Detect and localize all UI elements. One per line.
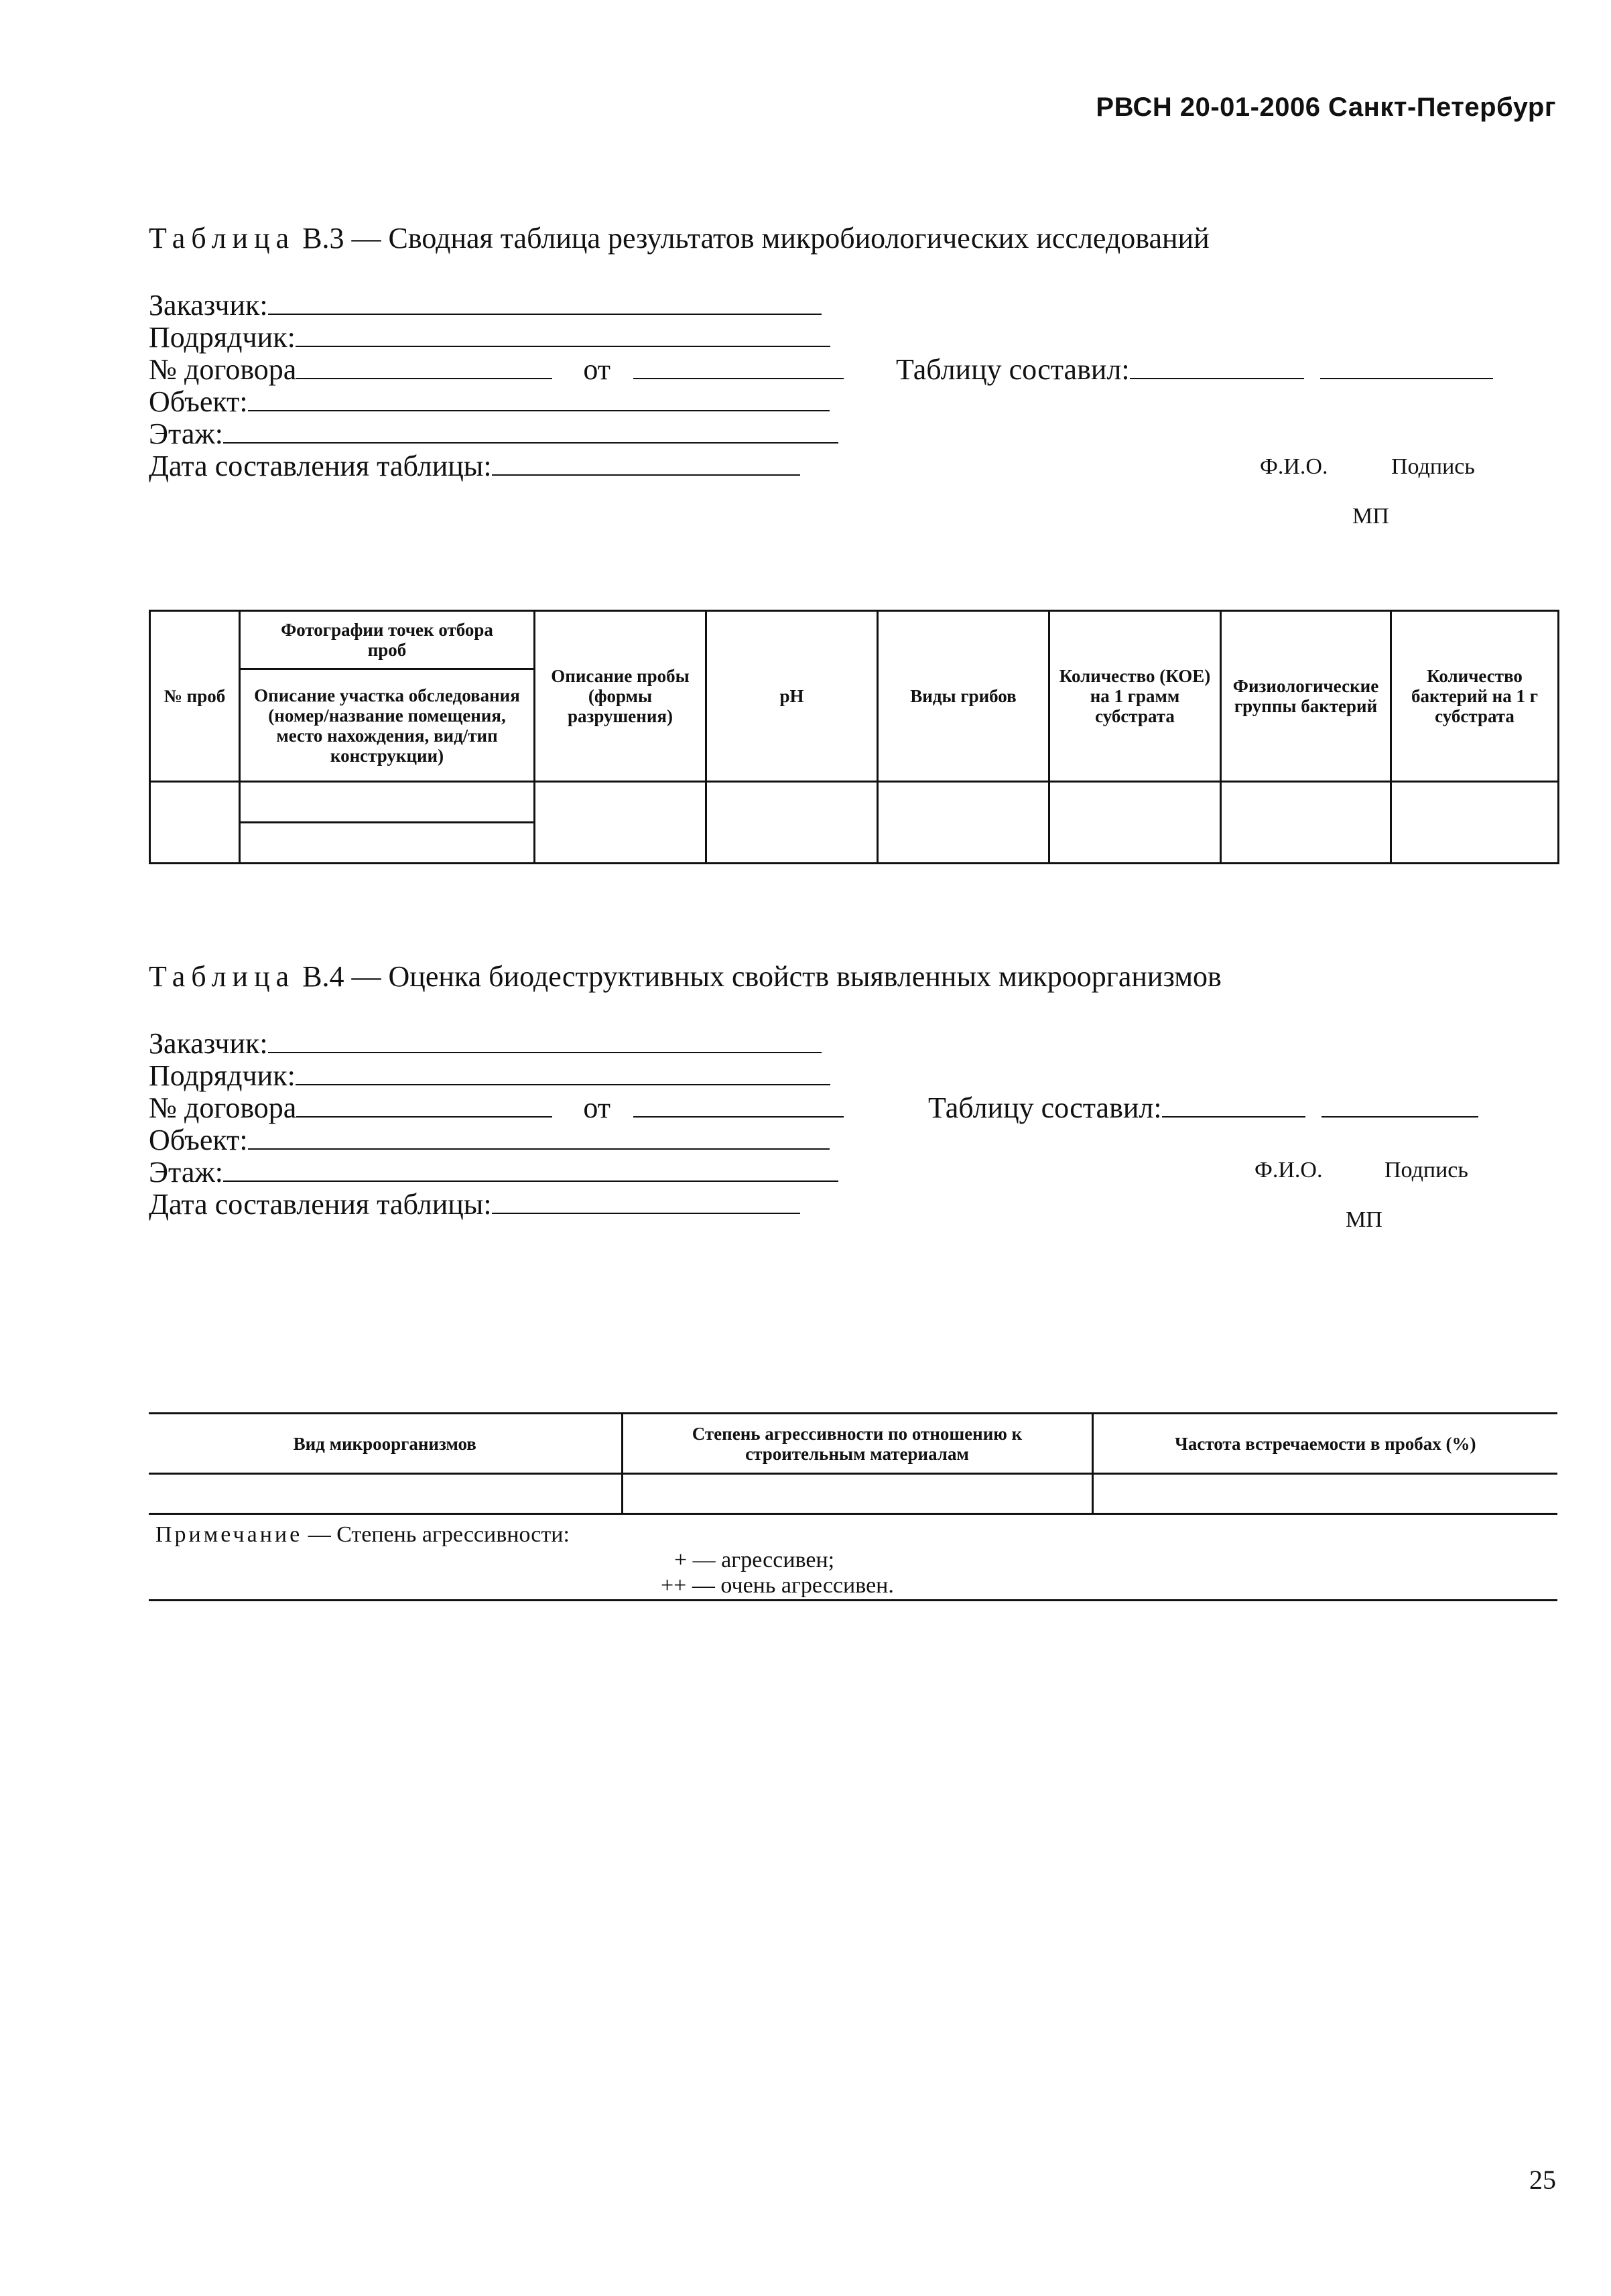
col-header-physio: Физиологические группы бактерий [1221, 611, 1391, 782]
b4-object-label: Объект: [149, 1124, 248, 1156]
b3-object-field [149, 385, 830, 419]
col-header-frequency: Частота встречаемости в пробах (%) [1092, 1414, 1557, 1474]
b3-date-from-line [633, 354, 844, 379]
table-cell [1391, 782, 1559, 864]
b4-from-label: от [583, 1091, 610, 1124]
b4-customer-field [149, 1026, 822, 1061]
document-header: РВСН 20-01-2006 Санкт-Петербург [1096, 92, 1556, 122]
col-header-aggressiveness: Степень агрессивности по отношению к строительным материалам [622, 1414, 1092, 1474]
b3-contractor-field [149, 320, 830, 354]
b3-contract-field [149, 352, 1493, 387]
table-subcell [241, 783, 533, 823]
col-header-ph: pH [706, 611, 878, 782]
b3-object-label: Объект: [149, 385, 248, 418]
b3-customer-line [268, 289, 822, 315]
b3-floor-line [223, 418, 838, 444]
page-number: 25 [1529, 2165, 1556, 2195]
b4-contract-field [149, 1091, 1478, 1125]
table-cell [149, 1474, 622, 1514]
table-b4-caption [149, 959, 1222, 994]
b4-floor-label: Этаж: [149, 1156, 223, 1189]
b4-compiled-by-label: Таблицу составил: [927, 1091, 1162, 1124]
b4-note [155, 1522, 570, 1548]
col-header-bacteria: Количество бактерий на 1 г субстрата [1391, 611, 1559, 782]
b4-compiled-signature-line [1322, 1092, 1478, 1118]
col-header-species: Вид микроорганизмов [149, 1414, 622, 1474]
table-cell [1049, 782, 1221, 864]
b4-date-line [492, 1189, 800, 1214]
b3-compiled-signature-line [1320, 354, 1493, 379]
b4-compiled-name-line [1162, 1092, 1305, 1118]
b3-customer-field [149, 288, 822, 322]
b4-note-line1: + — агрессивен; [674, 1548, 835, 1572]
b4-object-field [149, 1123, 830, 1157]
b3-object-line [248, 386, 830, 411]
col-header-cfu: Количество (КОЕ) на 1 грамм субстрата [1049, 611, 1221, 782]
b4-contractor-field [149, 1059, 830, 1093]
col-header-photos-group [240, 611, 535, 782]
table-b3-caption [149, 221, 1210, 255]
b4-floor-field [149, 1155, 838, 1189]
b4-date-from-line [633, 1092, 844, 1118]
b4-customer-label: Заказчик: [149, 1027, 268, 1060]
table-cell [535, 782, 706, 864]
table-cell [1092, 1474, 1557, 1514]
col-header-sample-no: № проб [150, 611, 240, 782]
table-subcell [241, 823, 533, 862]
b3-date-field [149, 449, 800, 483]
table-cell [622, 1474, 1092, 1514]
table-cell [150, 782, 240, 864]
b3-compiled-by-label: Таблицу составил: [895, 353, 1130, 386]
b3-contract-line [296, 354, 552, 379]
b4-note-text: — Степень агрессивности: [302, 1522, 570, 1547]
table-b3-caption-text: В.3 — Сводная таблица результатов микробиологических исследований [302, 222, 1210, 255]
b3-date-label: Дата составления таблицы: [149, 450, 492, 482]
b4-seal-label: МП [1346, 1207, 1382, 1232]
col-header-area-desc: Описание участка обследования (номер/название помещения, место нахождения, вид/тип конструкции) [254, 685, 520, 766]
b3-contractor-line [296, 322, 830, 347]
b4-date-label: Дата составления таблицы: [149, 1188, 492, 1221]
b4-floor-line [223, 1156, 838, 1182]
table-b3 [149, 610, 1559, 864]
b4-contractor-label: Подрядчик: [149, 1059, 296, 1092]
col-header-sample-desc: Описание пробы (формы разрушения) [535, 611, 706, 782]
table-b4-caption-word: Таблица [149, 960, 296, 993]
b3-date-line [492, 450, 800, 476]
b3-floor-label: Этаж: [149, 417, 223, 450]
table-cell [1221, 782, 1391, 864]
b4-note-label: Примечание [155, 1522, 303, 1547]
b4-contractor-line [296, 1060, 830, 1085]
table-cell [878, 782, 1049, 864]
b4-fio-label: Ф.И.О. [1254, 1158, 1323, 1183]
b3-fio-label: Ф.И.О. [1260, 454, 1328, 479]
table-row [149, 1474, 1557, 1514]
b3-contractor-label: Подрядчик: [149, 321, 296, 354]
b3-signature-label: Подпись [1391, 454, 1475, 479]
b3-seal-label: МП [1352, 504, 1389, 529]
table-b4 [149, 1412, 1557, 1515]
b3-contract-label: № договора [149, 353, 297, 386]
b4-signature-label: Подпись [1384, 1158, 1468, 1183]
b4-contract-label: № договора [149, 1091, 297, 1124]
col-header-fungi: Виды грибов [878, 611, 1049, 782]
b4-date-field [149, 1187, 800, 1221]
b3-from-label: от [583, 353, 610, 386]
table-b4-caption-text: В.4 — Оценка биодеструктивных свойств выявленных микроорганизмов [302, 960, 1222, 993]
b4-note-bottom-rule [149, 1599, 1557, 1601]
b4-object-line [248, 1124, 830, 1150]
table-cell [240, 782, 535, 864]
table-b3-caption-word: Таблица [149, 222, 296, 255]
b3-floor-field [149, 417, 838, 451]
b3-compiled-name-line [1130, 354, 1304, 379]
b4-contract-line [296, 1092, 552, 1118]
b3-customer-label: Заказчик: [149, 289, 268, 322]
table-row [150, 782, 1559, 864]
table-cell [706, 782, 878, 864]
b4-customer-line [268, 1028, 822, 1053]
col-header-photos: Фотографии точек отбора проб [241, 612, 533, 670]
b4-note-line2: ++ — очень агрессивен. [661, 1573, 894, 1598]
